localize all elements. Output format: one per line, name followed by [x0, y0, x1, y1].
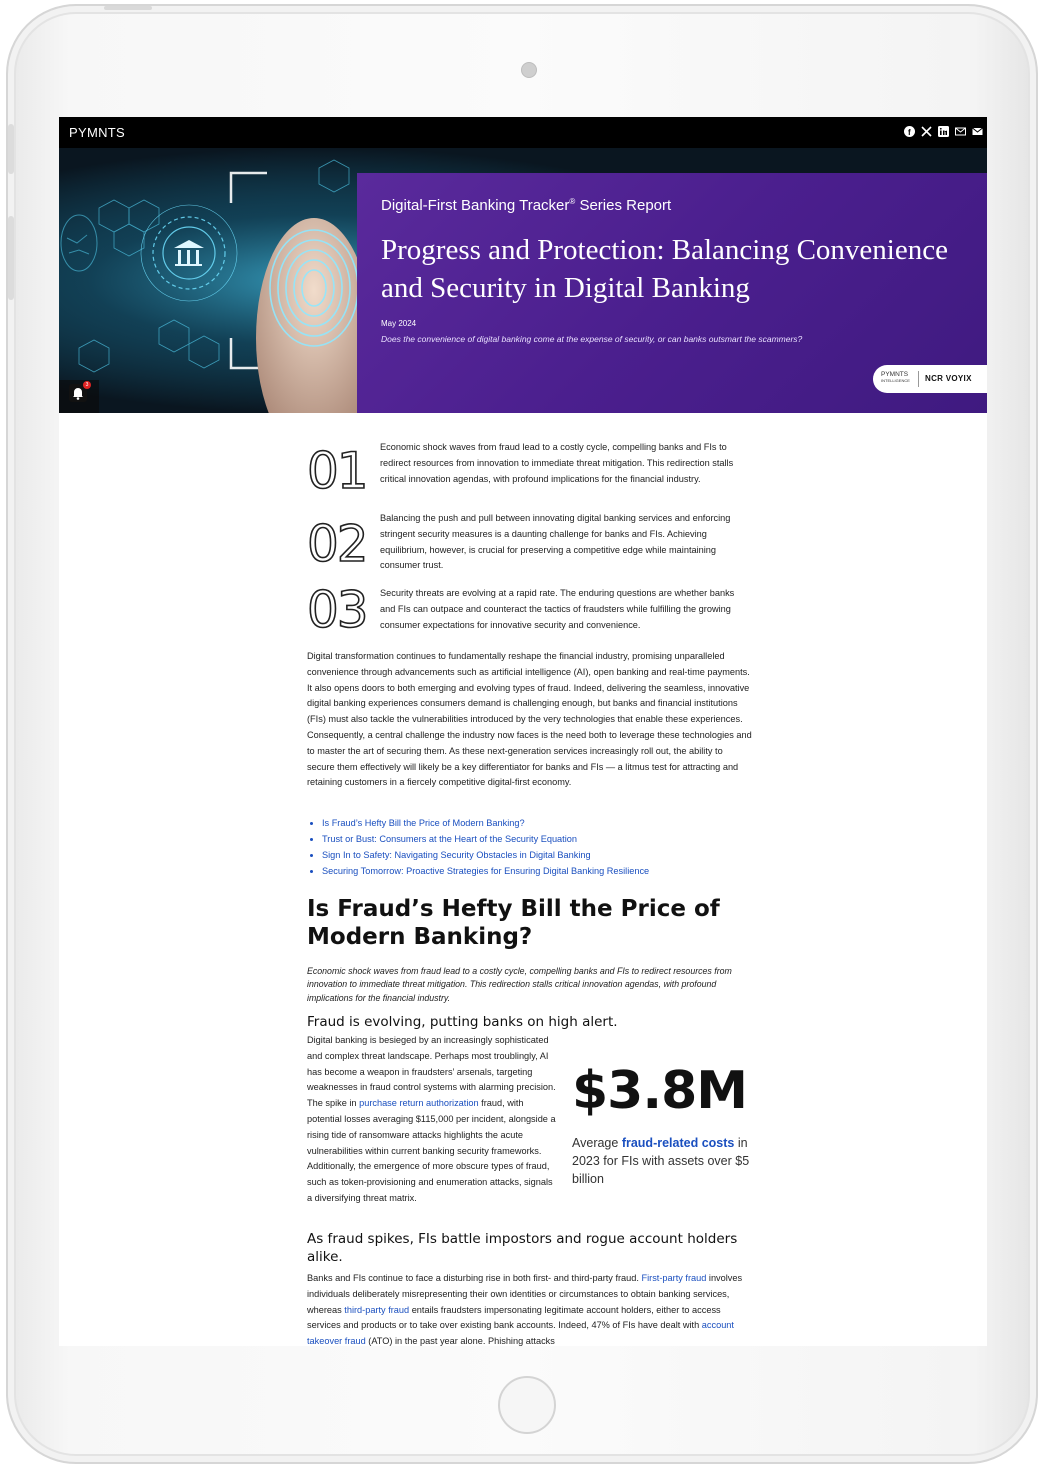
volume-down-button — [8, 216, 14, 300]
toc-link-fraud[interactable]: • Is Fraud’s Hefty Bill the Price of Modern Banking? — [322, 815, 767, 831]
fraud-costs-link[interactable]: fraud-related costs — [621, 1136, 735, 1150]
finding-number: 01 — [307, 442, 367, 500]
publish-date: May 2024 — [381, 319, 417, 328]
intro-paragraph: Digital transformation continues to fundamentally reshape the financial industry, promising unparalleled convenience through advancements such as artificial intelligence (AI), open banking and real-time payments. It also opens doors to both emerging and evolving types of fraud. Indeed, delivering the seamless, innovative digital banking experiences consumers demand is challenging enough, but banks and financial institutions (FIs) must also tackle the vulnerabilities introduced by the very technologies that enable these experiences. Consequently, a central challenge the industry now faces is the need both to leverage these technologies and to master the art of securing them. As these next-generation services increasingly roll out, the ability to secure them effectively will likely be a key differentiator for banks and FIs — a litmus test for attracting and retaining customers in a fiercely competitive digital-first economy. — [307, 651, 752, 788]
finding-text: Balancing the push and pull between innovating digital banking services and enforcing stringent security measures is a daunting challenge for banks and FIs. Achieving equilibrium, however, is crucial for preserving a competitive edge while maintaining consumer trust. — [380, 513, 731, 571]
section-lede: Economic shock waves from fraud lead to a costly cycle, compelling banks and FIs to redirect resources from innovation to immediate threat mitigation. This redirection stalls critical innovation agendas, with profound implications for the financial industry. — [307, 966, 732, 1003]
facebook-icon[interactable] — [904, 126, 915, 137]
svg-text:f: f — [908, 128, 911, 137]
camera — [521, 62, 537, 78]
finding-text: Economic shock waves from fraud lead to a costly cycle, compelling banks and FIs to redirect resources from innovation to immediate threat mitigation. This redirection stalls critical innovation agendas, with profound implications for the financial industry. — [380, 442, 734, 484]
section-heading: Is Fraud’s Hefty Bill the Price of Modern Banking? — [307, 896, 720, 950]
subheading-fraud-evolving: Fraud is evolving, putting banks on high alert. — [307, 1014, 618, 1030]
table-of-contents — [307, 815, 767, 879]
notification-count-badge: 3 — [83, 381, 91, 389]
envelope-icon[interactable] — [972, 126, 983, 137]
top-bar — [59, 117, 987, 148]
stat-caption: Average fraud-related costs in 2023 for FIs with assets over $5 billion — [572, 1136, 750, 1186]
linkedin-icon[interactable] — [938, 126, 949, 137]
x-icon[interactable] — [921, 126, 932, 137]
subheading-fraud-spikes: As fraud spikes, FIs battle impostors and rogue account holders alike. — [307, 1231, 738, 1265]
logo-divider — [918, 371, 919, 387]
social-links — [904, 126, 983, 137]
first-party-fraud-link[interactable]: First-party fraud — [641, 1273, 707, 1283]
stat-value: $3.8M — [572, 1061, 748, 1121]
volume-up-button — [8, 124, 14, 174]
toc-link-securing[interactable]: • Securing Tomorrow: Proactive Strategies for Ensuring Digital Banking Resilience — [322, 863, 767, 879]
toc-link-trust[interactable]: • Trust or Bust: Consumers at the Heart of the Security Equation — [322, 831, 767, 847]
fraud-evolving-paragraph: Digital banking is besieged by an increasingly sophisticated and complex threat landscape. Perhaps most troublingly, AI has become a weapon in fraudsters’ arsenals, targeting weaknesses in fraud control systems with alarming precision. The spike in purchase return authorization fraud, with potential losses averaging $115,000 per incident, alongside a rising tide of ransomware attacks highlights the acute vulnerabilities within current banking security frameworks. Additionally, the emergence of more obscure types of fraud, such as token-provisioning and enumeration attacks, signals a diversifying threat matrix. — [307, 1035, 556, 1203]
account-takeover-link[interactable]: account takeover fraud — [307, 1320, 734, 1346]
power-button — [104, 6, 152, 10]
site-logo[interactable]: PYMNTS — [69, 125, 125, 140]
finding-text: Security threats are evolving at a rapid rate. The enduring questions are whether banks and FIs can outpace and counteract the tactics of fraudsters while fulfilling the growing consumer expectations for innovative security and convenience. — [380, 588, 735, 630]
purchase-return-link[interactable]: purchase return authorization — [359, 1098, 479, 1109]
third-party-fraud-link[interactable]: third-party fraud — [344, 1304, 410, 1315]
screen — [59, 117, 987, 1346]
fraud-spikes-paragraph: Banks and FIs continue to face a disturbing rise in both first- and third-party fraud. First-party fraud involves individuals deliberately misrepresenting their own identities or circumstances to obtain banking services, whereas third-party fraud entails fraudsters impersonating legitimate account holders, either to access services and products or to take over existing bank accounts. Indeed, 47% of FIs have dealt with account takeover fraud (ATO) in the past year alone. Phishing attacks — [307, 1273, 743, 1346]
ncr-voyix-logo: NCR VOYIX — [925, 374, 972, 383]
page-title: Progress and Protection: Balancing Convenience and Security in Digital Banking — [381, 234, 948, 304]
report-subtitle: Does the convenience of digital banking come at the expense of security, or can banks outsmart the scammers? — [381, 334, 803, 344]
pymnts-intelligence-logo: PYMNTS INTELLIGENCE — [881, 371, 910, 383]
email-icon[interactable] — [955, 126, 966, 137]
series-label: Digital-First Banking Tracker® Series Report — [381, 197, 672, 214]
finding-number: 02 — [307, 515, 367, 573]
report-title-panel — [357, 173, 987, 413]
finding-number: 03 — [307, 581, 367, 639]
toc-link-sign-in[interactable]: • Sign In to Safety: Navigating Security Obstacles in Digital Banking — [322, 847, 767, 863]
home-button — [498, 1376, 556, 1434]
partner-logos — [873, 365, 987, 393]
hero-banner — [59, 148, 987, 413]
